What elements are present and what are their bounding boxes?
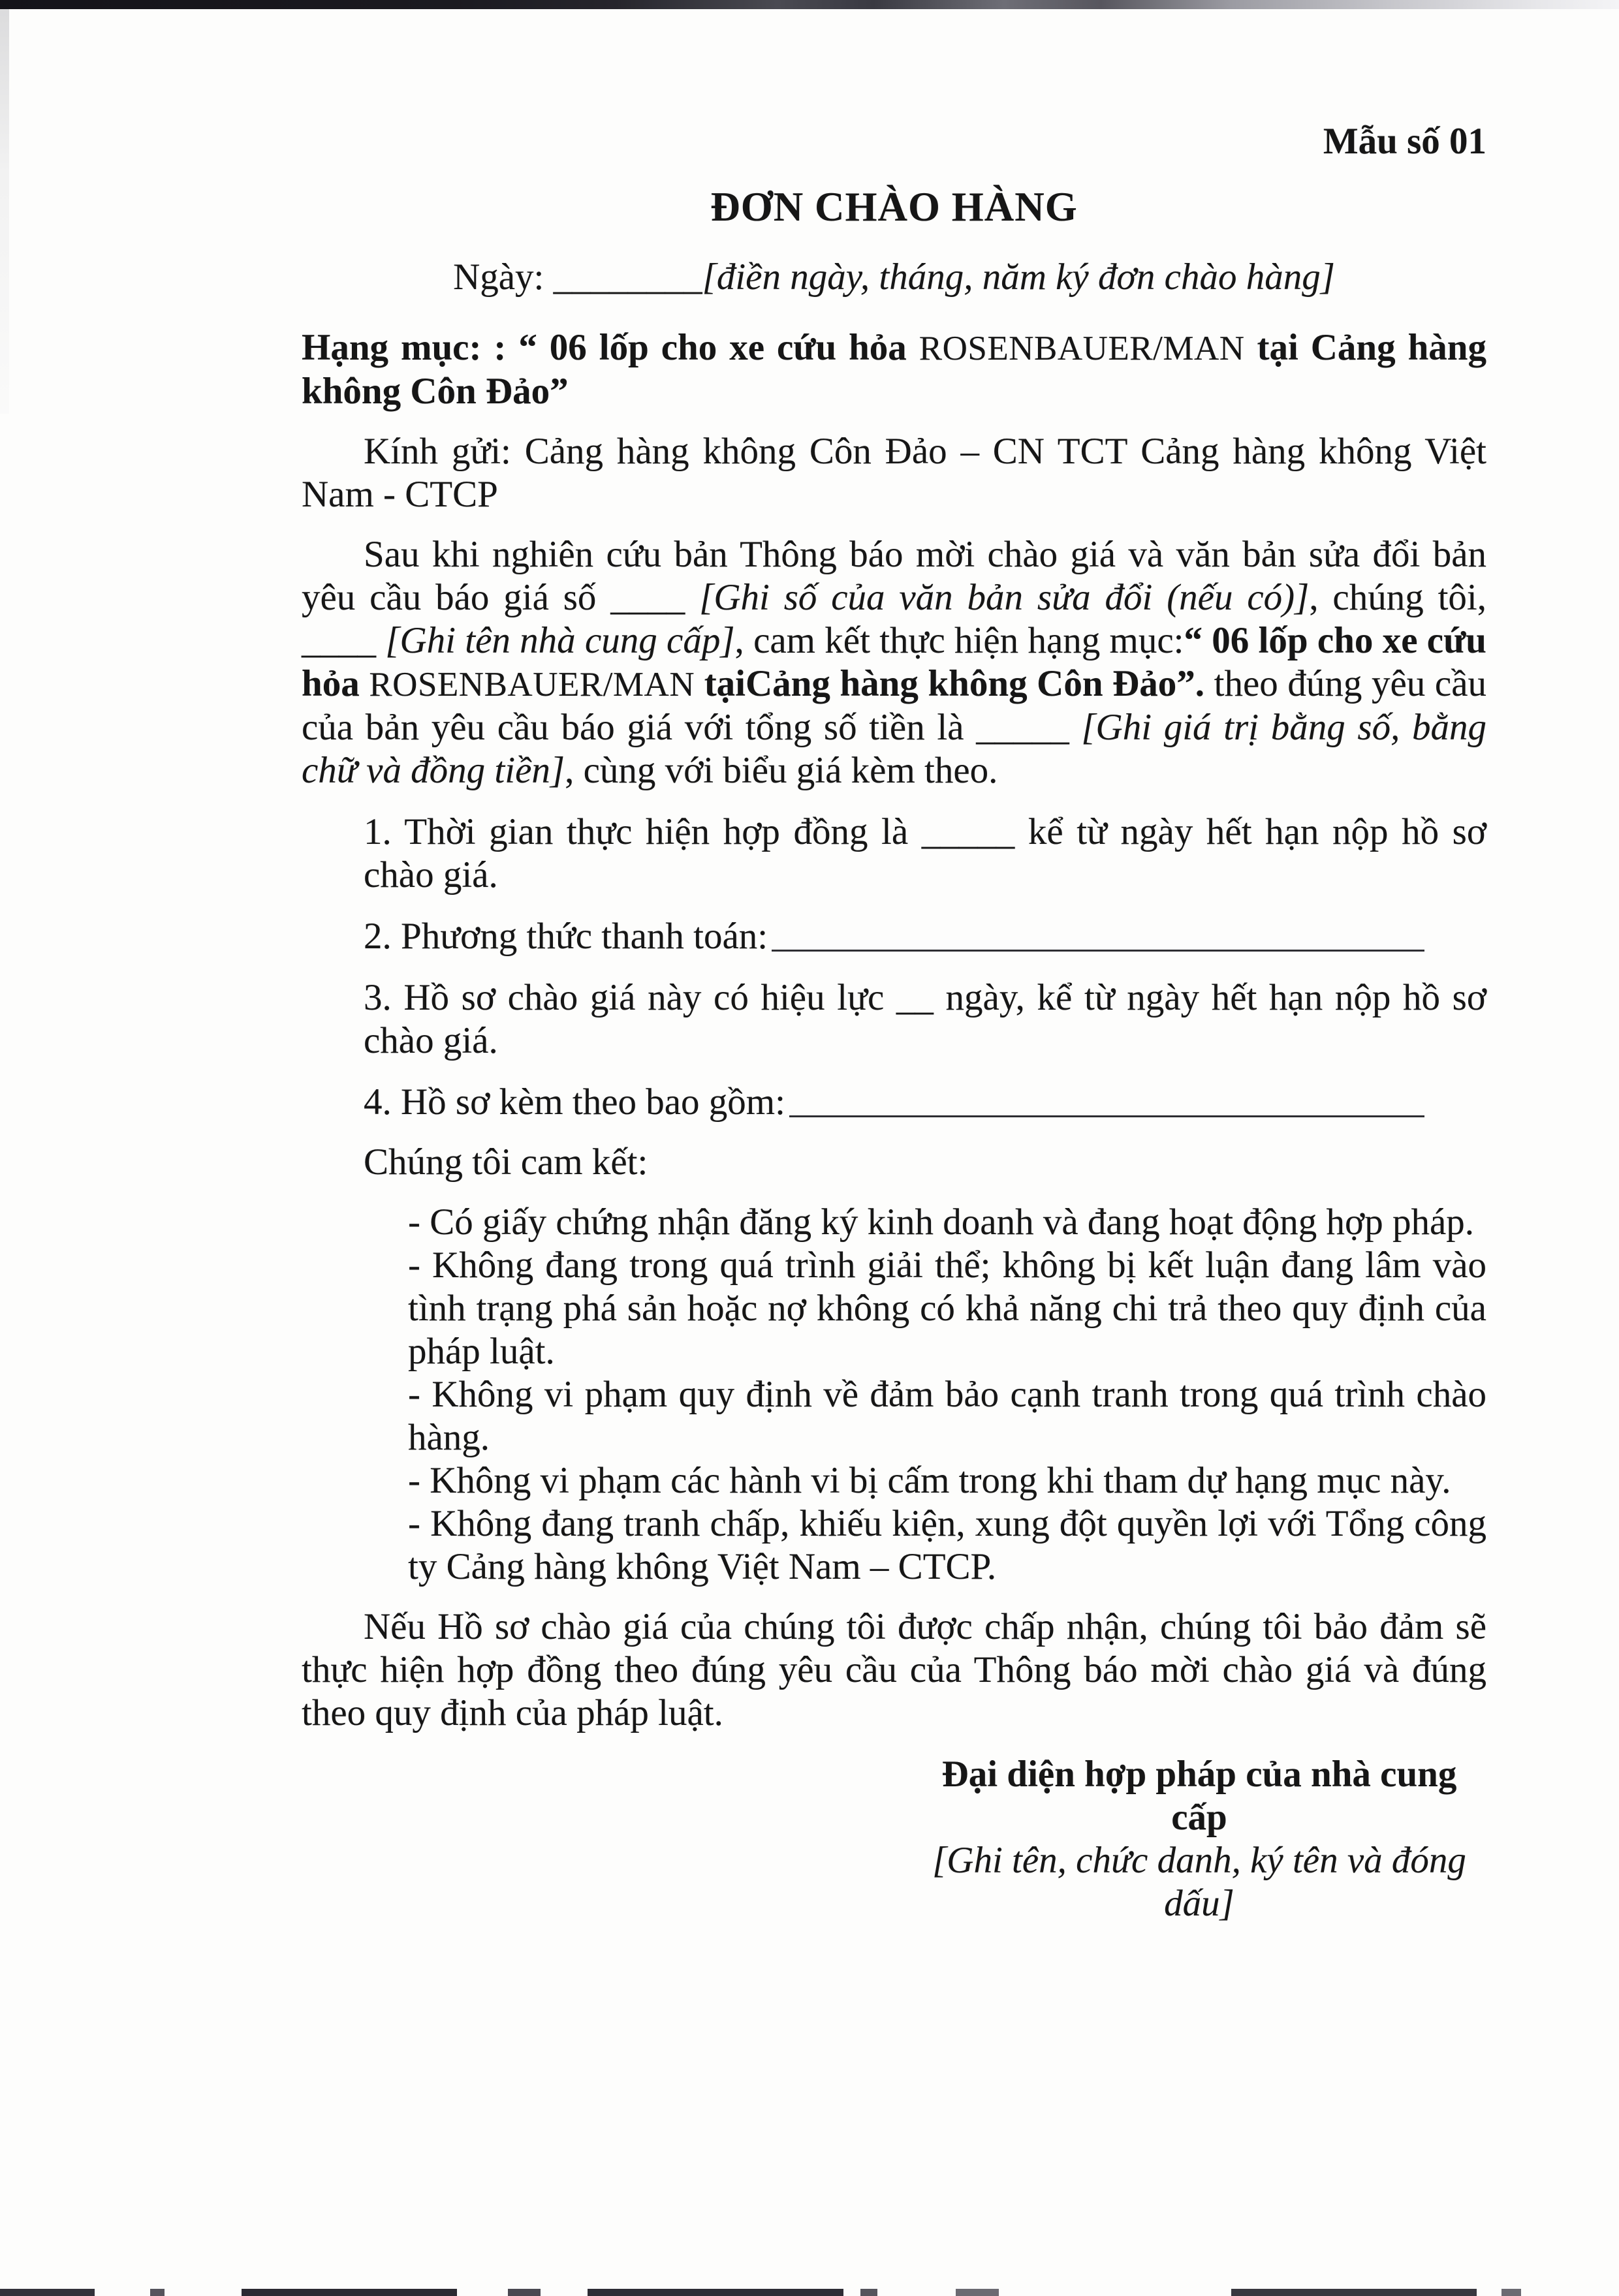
intro-run-3: , cam kết thực hiện hạng mục: xyxy=(734,620,1184,661)
date-line xyxy=(302,256,1486,299)
numbered-item-2 xyxy=(302,915,1486,958)
intro-blank-2: ____ xyxy=(302,620,376,661)
item-3-blank: __ xyxy=(896,977,934,1018)
item-3-text-2: ngày, kể từ ngày hết hạn nộp hồ sơ chào giá. xyxy=(364,977,1486,1061)
date-prefix: Ngày: xyxy=(453,256,554,298)
commitment-list xyxy=(302,1201,1486,1589)
date-hint: [điền ngày, tháng, năm ký đơn chào hàng] xyxy=(702,256,1335,298)
signature-hint: [Ghi tên, chức danh, ký tên và đóng dấu] xyxy=(932,1840,1466,1924)
intro-brand-name: ROSENBAUER/MAN xyxy=(369,666,695,704)
item-2-blank-line xyxy=(772,950,1424,952)
recipient-line: Kính gửi: Cảng hàng không Côn Đảo – CN TCT Cảng hàng không Việt Nam - CTCP xyxy=(302,431,1486,515)
item-4-text: 4. Hồ sơ kèm theo bao gồm: xyxy=(364,1081,785,1123)
intro-bold-2: tạiCảng hàng không Côn Đảo”. xyxy=(695,663,1205,704)
numbered-item-4 xyxy=(302,1081,1486,1124)
item-1-text-2: kể từ ngày hết hạn nộp hồ sơ chào giá. xyxy=(364,811,1486,895)
commitment-item-2: - Không đang trong quá trình giải thể; không bị kết luận đang lâm vào tình trạng phá sản hoặc nợ không có khả năng chi trả theo quy định của pháp luật. xyxy=(408,1245,1486,1372)
subject-brand-name: ROSENBAUER/MAN xyxy=(919,330,1245,367)
signature-title: Đại diện hợp pháp của nhà cung cấp xyxy=(941,1754,1457,1838)
intro-placeholder-3: [Ghi giá trị bằng số, bằng chữ và đồng tiền] xyxy=(302,707,1486,791)
item-4-blank-line xyxy=(789,1115,1424,1117)
scan-artifact-bottom-dashes xyxy=(0,2288,1619,2296)
commitment-item-4: - Không vi phạm các hành vi bị cấm trong khi tham dự hạng mục này. xyxy=(408,1460,1451,1501)
closing-paragraph: Nếu Hồ sơ chào giá của chúng tôi được chấp nhận, chúng tôi bảo đảm sẽ thực hiện hợp đồng theo đúng yêu cầu của Thông báo mời chào giá và đúng theo quy định của pháp luật. xyxy=(302,1606,1486,1733)
commitment-item-5: - Không đang tranh chấp, khiếu kiện, xung đột quyền lợi với Tổng công ty Cảng hàng không Việt Nam – CTCP. xyxy=(408,1503,1486,1587)
intro-placeholder-1: [Ghi số của văn bản sửa đổi (nếu có)] xyxy=(685,577,1310,618)
numbered-item-3 xyxy=(302,976,1486,1063)
intro-run-4: theo đúng yêu cầu của bản yêu cầu báo giá với tổng số tiền là xyxy=(302,663,1486,748)
subject-heading xyxy=(302,326,1486,413)
document-title: ĐƠN CHÀO HÀNG xyxy=(710,184,1078,230)
signature-block xyxy=(912,1753,1486,1925)
intro-run-2: , chúng tôi, xyxy=(1309,577,1486,618)
item-2-text: 2. Phương thức thanh toán: xyxy=(364,916,768,957)
intro-blank-3: _____ xyxy=(976,707,1069,748)
commitment-item-1: - Có giấy chứng nhận đăng ký kinh doanh và đang hoạt động hợp pháp. xyxy=(408,1202,1474,1243)
subject-text-bold-2: tại Cảng hàng không Côn Đảo” xyxy=(302,327,1486,412)
intro-placeholder-2: [Ghi tên nhà cung cấp] xyxy=(376,620,735,661)
intro-paragraph xyxy=(302,533,1486,792)
date-blank: ________ xyxy=(553,256,702,298)
document-content xyxy=(302,0,1486,1925)
commitment-intro: Chúng tôi cam kết: xyxy=(364,1141,648,1183)
item-1-text: 1. Thời gian thực hiện hợp đồng là xyxy=(364,811,922,852)
intro-blank-1: ____ xyxy=(610,577,685,618)
subject-text-bold: Hạng mục: : “ 06 lốp cho xe cứu hỏa xyxy=(302,327,919,368)
intro-bold-1: “ 06 lốp cho xe cứu hỏa xyxy=(302,620,1486,704)
numbered-item-1 xyxy=(302,811,1486,897)
form-number-label: Mẫu số 01 xyxy=(1323,121,1486,162)
item-3-text: 3. Hồ sơ chào giá này có hiệu lực xyxy=(364,977,896,1018)
item-1-blank: _____ xyxy=(921,811,1015,852)
intro-run-5: , cùng với biểu giá kèm theo. xyxy=(565,750,998,791)
intro-run-1: Sau khi nghiên cứu bản Thông báo mời chào giá và văn bản sửa đổi bản yêu cầu báo giá số xyxy=(302,534,1486,618)
commitment-item-3: - Không vi phạm quy định về đảm bảo cạnh tranh trong quá trình chào hàng. xyxy=(408,1374,1486,1458)
scan-artifact-left-smudge xyxy=(0,9,9,414)
